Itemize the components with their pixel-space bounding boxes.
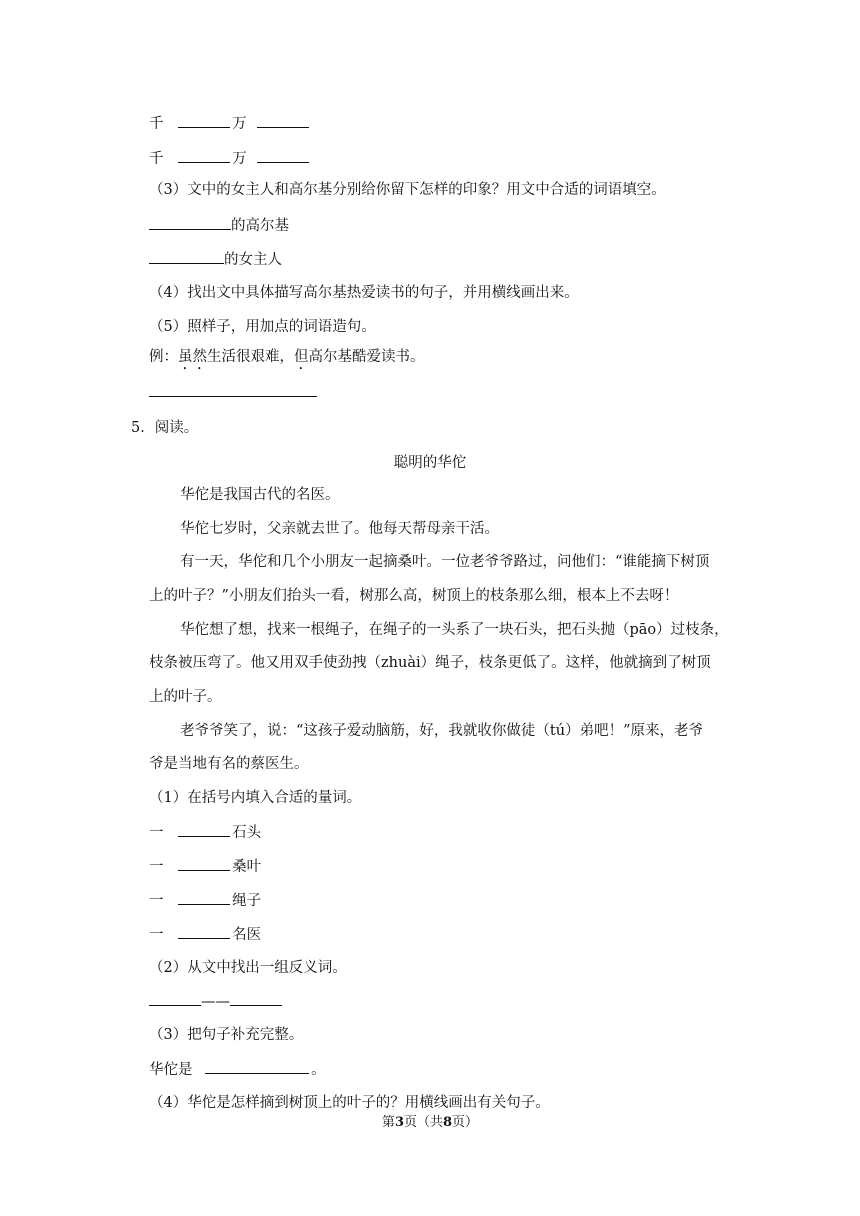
q4-sub3-b <box>149 249 282 270</box>
paragraph-3-line-1: 有一天，华佗和几个小朋友一起摘桑叶。一位老爷爷路过，问他们：“谁能摘下树顶 <box>180 554 710 570</box>
footer-post: 页） <box>452 1115 479 1130</box>
answer-blank[interactable] <box>178 113 230 128</box>
q5-sub4: （4）华佗是怎样摘到树顶上的叶子的？用横线画出有关句子。 <box>149 1095 550 1111</box>
answer-blank[interactable] <box>205 1059 309 1074</box>
answer-blank[interactable] <box>178 148 230 163</box>
paragraph-2: 华佗七岁时，父亲就去世了。他每天帮母亲干活。 <box>180 521 499 537</box>
measure-prefix: 一 <box>149 859 164 875</box>
answer-blank[interactable] <box>149 215 231 230</box>
sentence-row <box>149 1059 326 1080</box>
measure-prefix: 一 <box>149 927 164 943</box>
sub3a-label: 的高尔基 <box>231 218 289 234</box>
answer-blank[interactable] <box>257 148 309 163</box>
q5-sub2: （2）从文中找出一组反义词。 <box>149 960 347 976</box>
q4-example <box>149 347 425 373</box>
q5-sub3: （3）把句子补充完整。 <box>149 1027 304 1043</box>
dotted-word-1: 虽然 <box>178 349 207 365</box>
char-wan: 万 <box>232 151 247 167</box>
paragraph-5-line-2: 爷是当地有名的蔡医生。 <box>149 756 309 772</box>
paragraph-4-line-2: 枝条被压弯了。他又用双手使劲拽（zhuài）绳子，枝条更低了。这样，他就摘到了树顶 <box>149 655 711 671</box>
q4-sub3-a <box>149 215 289 236</box>
example-end: 高尔基酷爱读书。 <box>308 349 425 365</box>
paragraph-3-line-2: 上的叶子？”小朋友们抬头一看，树那么高，树顶上的枝条那么细，根本上不去呀！ <box>149 588 679 604</box>
antonym-row <box>149 991 282 1012</box>
footer-pre: 第 <box>381 1115 395 1130</box>
measure-row-1 <box>149 822 261 843</box>
measure-word: 绳子 <box>232 893 262 909</box>
q4-sub3: （3）文中的女主人和高尔基分别给你留下怎样的印象？用文中合适的词语填空。 <box>149 182 666 198</box>
example-prefix: 例： <box>149 349 178 365</box>
sentence-prefix: 华佗是 <box>149 1062 193 1078</box>
example-middle: 生活很艰难， <box>207 349 294 365</box>
measure-prefix: 一 <box>149 893 164 909</box>
answer-blank[interactable] <box>178 924 230 939</box>
passage-title: 聪明的华佗 <box>393 455 467 471</box>
measure-row-4 <box>149 924 261 945</box>
answer-blank[interactable] <box>257 113 309 128</box>
answer-line[interactable] <box>149 396 317 397</box>
answer-blank[interactable] <box>149 249 224 264</box>
measure-word: 名医 <box>232 927 262 943</box>
measure-row-3 <box>149 890 261 911</box>
q5-heading: 5．阅读。 <box>131 420 199 436</box>
answer-blank[interactable] <box>178 856 230 871</box>
char-qian: 千 <box>149 116 164 132</box>
page-number: 3 <box>394 1115 404 1130</box>
fill-row-2 <box>149 148 311 169</box>
paragraph-4-line-3: 上的叶子。 <box>149 689 222 705</box>
measure-row-2 <box>149 856 261 877</box>
char-qian: 千 <box>149 151 164 167</box>
answer-blank[interactable] <box>178 890 230 905</box>
paragraph-1: 华佗是我国古代的名医。 <box>180 487 340 503</box>
page-total: 8 <box>443 1115 453 1130</box>
fill-row-1 <box>149 113 311 134</box>
page-footer <box>0 1111 860 1130</box>
q5-sub1: （1）在括号内填入合适的量词。 <box>149 790 362 806</box>
answer-blank[interactable] <box>178 822 230 837</box>
answer-blank[interactable] <box>230 991 282 1006</box>
footer-mid: 页（共 <box>403 1115 443 1130</box>
paragraph-5-line-1: 老爷爷笑了，说：“这孩子爱动脑筋，好，我就收你做徒（tú）弟吧！”原来，老爷 <box>180 723 703 739</box>
sentence-end: 。 <box>311 1062 326 1078</box>
paragraph-4-line-1: 华佗想了想，找来一根绳子，在绳子的一头系了一块石头，把石头抛（pāo）过枝条， <box>180 622 729 638</box>
measure-prefix: 一 <box>149 825 164 841</box>
measure-word: 石头 <box>232 825 262 841</box>
q4-sub4: （4）找出文中具体描写高尔基热爱读书的句子，并用横线画出来。 <box>149 285 579 301</box>
answer-blank[interactable] <box>149 991 201 1006</box>
q4-sub5: （5）照样子，用加点的词语造句。 <box>149 319 376 335</box>
sub3b-label: 的女主人 <box>224 252 282 268</box>
antonym-dash: —— <box>201 994 230 1010</box>
char-wan: 万 <box>232 116 247 132</box>
measure-word: 桑叶 <box>232 859 262 875</box>
dotted-word-2: 但 <box>294 349 309 365</box>
